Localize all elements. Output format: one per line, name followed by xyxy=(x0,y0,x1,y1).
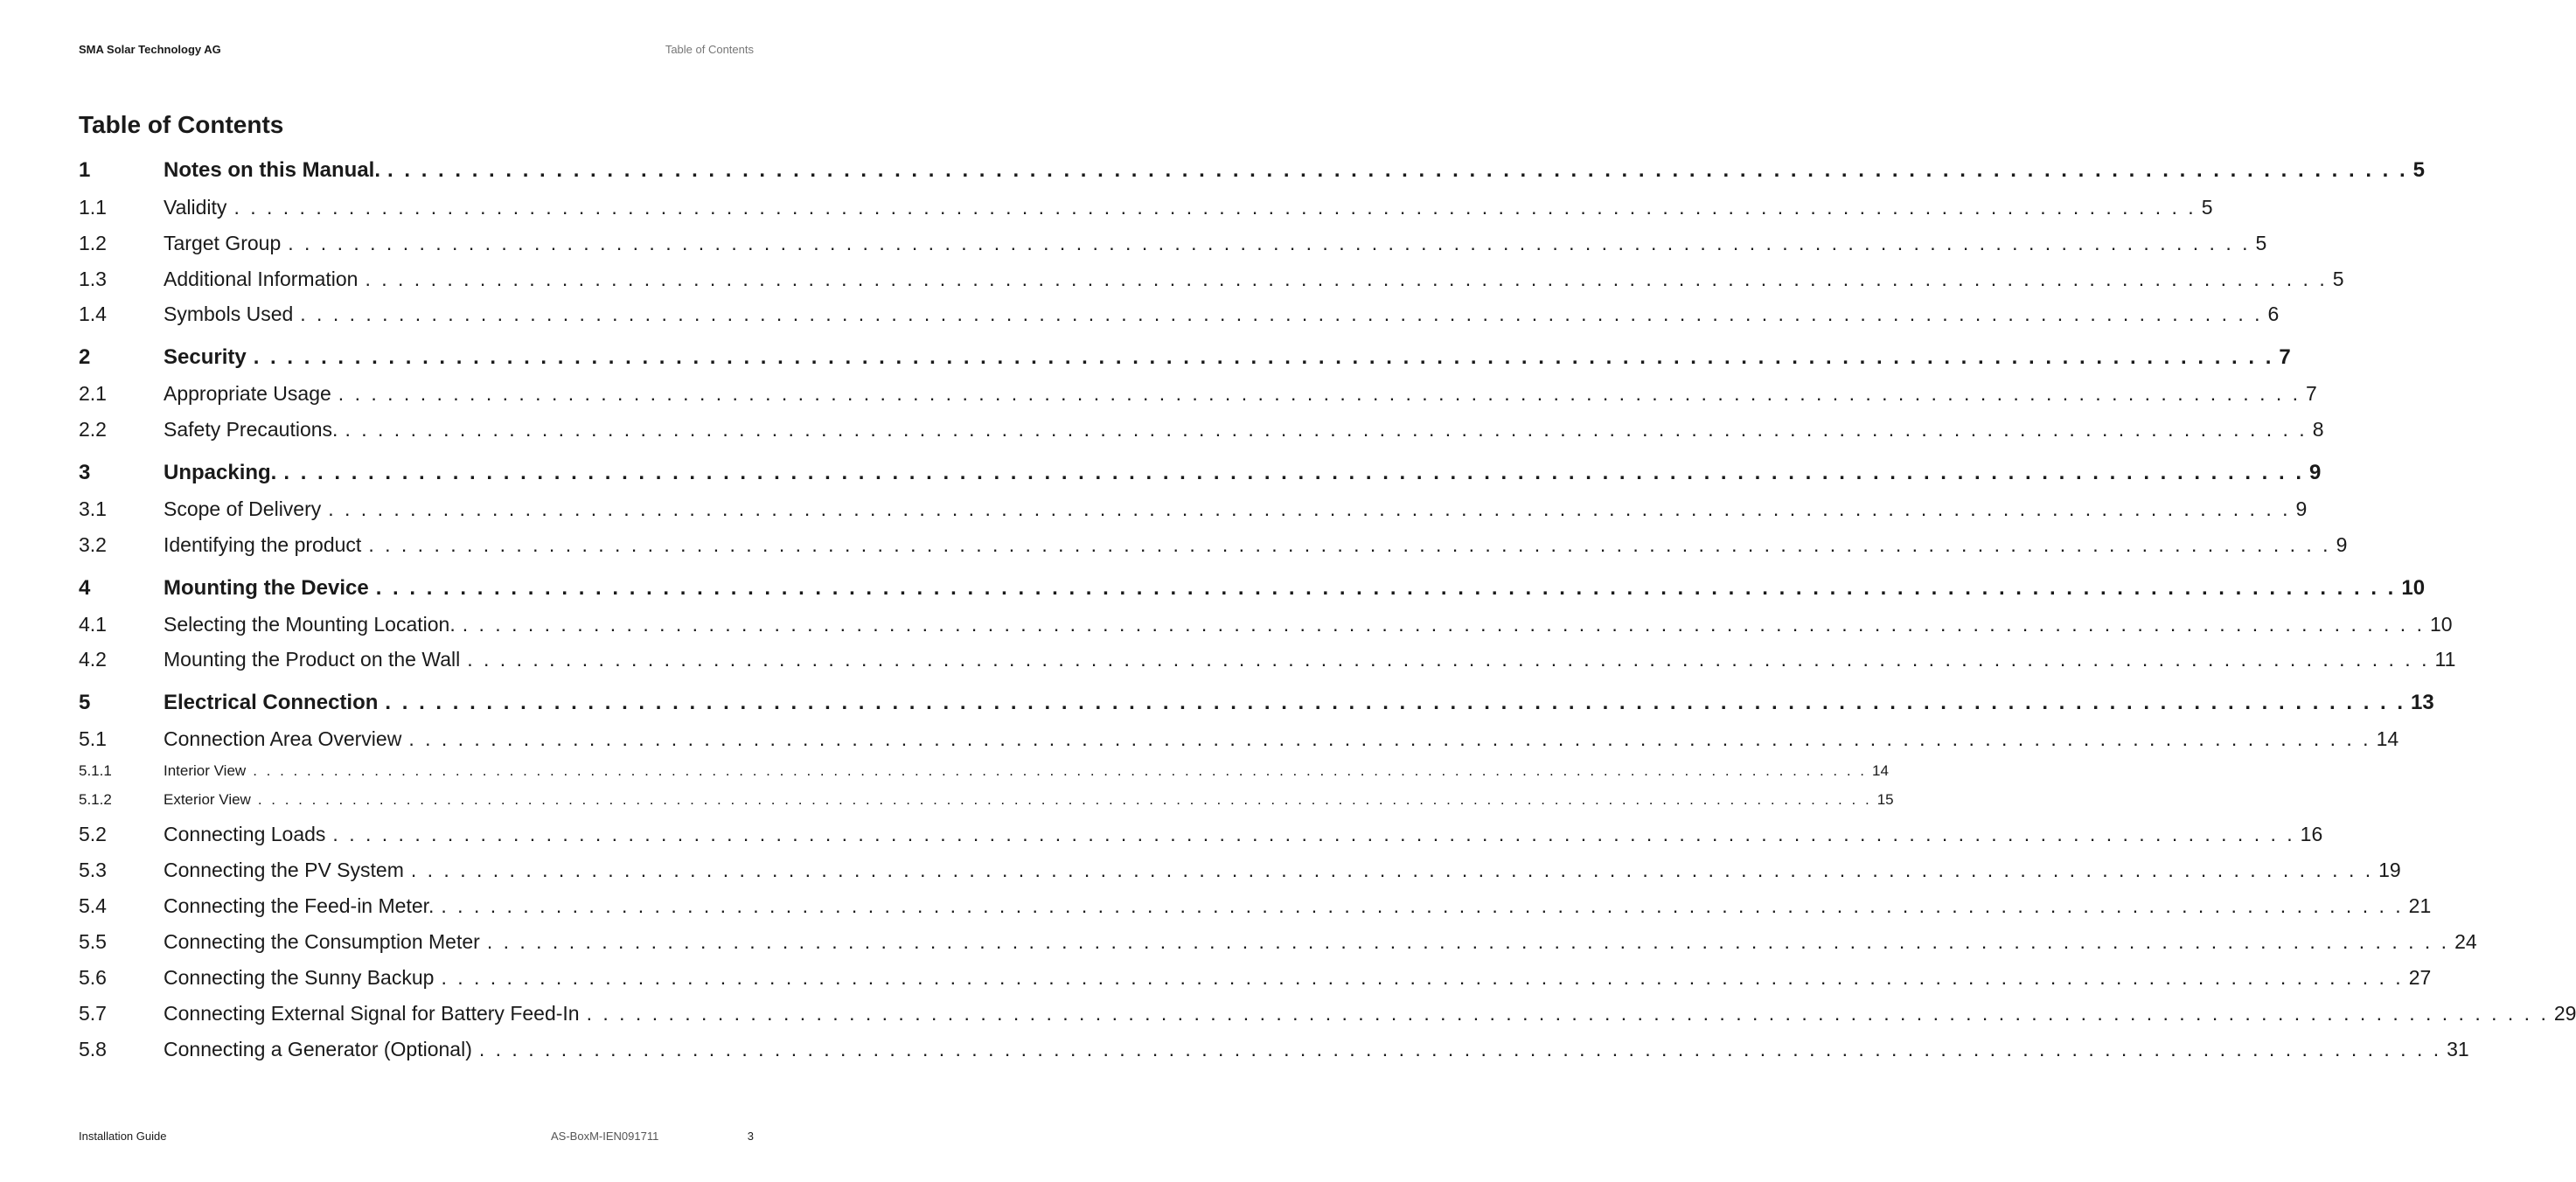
toc-dot-leader: . . . . . . . . . . . . . . . . . . . . . . . . . . . . . . . . . . . . . . . . . . . . . . . . . . . . . . . . . . . . . . . . . . . . . . . . . . . . . . . . . . . . . . . . . . . . . . . . . . . . . . . . . . . . . . . . . . . . . . . . xyxy=(385,691,2406,714)
toc-entry-number: 3.2 xyxy=(79,533,107,556)
toc-entry-page: 19 xyxy=(2378,859,2401,881)
toc-entry-label: Connecting Loads xyxy=(164,823,326,845)
toc-dot-leader: . . . . . . . . . . . . . . . . . . . . . . . . . . . . . . . . . . . . . . . . . . . . . . . . . . . . . . . . . . . . . . . . . . . . . . . . . . . . . . . . . . . . . . . . . . . . . . . . . . . . . . . . . . . . . . . . . . . . . . . . xyxy=(368,533,2331,556)
toc-entry[interactable] xyxy=(79,414,2324,444)
toc-entry-number: 1.4 xyxy=(79,302,107,325)
toc-entry-number: 1.2 xyxy=(79,232,107,254)
toc-entry-number: 5.3 xyxy=(79,859,107,881)
toc-dot-leader: . . . . . . . . . . . . . . . . . . . . . . . . . . . . . . . . . . . . . . . . . . . . . . . . . . . . . . . . . . . . . . . . . . . . . . . . . . . . . . . . . . . . . . . . . . . . . . . . . . . . . . . . . . . . . . . . . . . . . . . . xyxy=(467,648,2430,671)
toc-entry[interactable] xyxy=(79,1034,2469,1064)
toc-entry-number: 5.1 xyxy=(79,727,107,750)
page-footer xyxy=(79,1130,754,1145)
toc-entry-number: 5.8 xyxy=(79,1038,107,1060)
toc-entry-page: 16 xyxy=(2300,823,2323,845)
toc-entry-label: Mounting the Device xyxy=(164,576,369,600)
toc-entry-page: 15 xyxy=(1876,791,1894,808)
toc-entry-page: 24 xyxy=(2454,930,2477,953)
toc-entry-label: Unpacking. xyxy=(164,461,277,484)
toc-entry-number: 3.1 xyxy=(79,497,107,520)
toc-dot-leader: . . . . . . . . . . . . . . . . . . . . . . . . . . . . . . . . . . . . . . . . . . . . . . . . . . . . . . . . . . . . . . . . . . . . . . . . . . . . . . . . . . . . . . . . . . . . . . . . . . . . . . . . . . . . . . . . . . . . . . . . xyxy=(257,791,1872,808)
toc-entry-label: Safety Precautions. xyxy=(164,418,338,441)
toc-entry[interactable] xyxy=(79,609,2453,639)
toc-entry-number: 2 xyxy=(79,345,91,369)
toc-entry-number: 1.3 xyxy=(79,268,107,290)
footer-guide-name: Installation Guide xyxy=(79,1130,167,1143)
toc-entry-page: 7 xyxy=(2279,345,2291,369)
page-number: 3 xyxy=(747,1130,754,1143)
toc-entry-number: 4.2 xyxy=(79,648,107,671)
toc-entry-label: Security xyxy=(164,345,247,369)
toc-entry-label: Selecting the Mounting Location. xyxy=(164,613,456,636)
toc-dot-leader: . . . . . . . . . . . . . . . . . . . . . . . . . . . . . . . . . . . . . . . . . . . . . . . . . . . . . . . . . . . . . . . . . . . . . . . . . . . . . . . . . . . . . . . . . . . . . . . . . . . . . . . . . . . . . . . . . . . . . . . . xyxy=(375,576,2397,600)
toc-entry-label: Electrical Connection xyxy=(164,691,379,714)
toc-entry[interactable] xyxy=(79,760,1889,782)
toc-entry[interactable] xyxy=(79,458,2322,488)
toc-entry[interactable] xyxy=(79,819,2323,849)
toc-entry[interactable] xyxy=(79,998,2576,1028)
toc-entry[interactable] xyxy=(79,789,1894,811)
toc-entry[interactable] xyxy=(79,192,2213,222)
toc-entry-page: 27 xyxy=(2408,966,2432,989)
toc-entry[interactable] xyxy=(79,494,2308,524)
toc-entry-label: Connecting External Signal for Battery Feed-In xyxy=(164,1002,580,1025)
toc-entry-page: 10 xyxy=(2429,613,2453,636)
toc-entry-page: 21 xyxy=(2408,894,2432,917)
toc-dot-leader: . . . . . . . . . . . . . . . . . . . . . . . . . . . . . . . . . . . . . . . . . . . . . . . . . . . . . . . . . . . . . . . . . . . . . . . . . . . . . . . . . . . . . . . . . . . . . . . . . . . . . . . . . . . . . . . . . . . . . . . . xyxy=(288,232,2251,254)
toc-dot-leader: . . . . . . . . . . . . . . . . . . . . . . . . . . . . . . . . . . . . . . . . . . . . . . . . . . . . . . . . . . . . . . . . . . . . . . . . . . . . . . . . . . . . . . . . . . . . . . . . . . . . . . . . . . . . . . . . . . . . . . . . xyxy=(410,859,2374,881)
toc-entry-label: Connecting the Consumption Meter xyxy=(164,930,480,953)
toc-entry-number: 4 xyxy=(79,576,91,600)
toc-entry[interactable] xyxy=(79,724,2399,754)
toc-dot-leader: . . . . . . . . . . . . . . . . . . . . . . . . . . . . . . . . . . . . . . . . . . . . . . . . . . . . . . . . . . . . . . . . . . . . . . . . . . . . . . . . . . . . . . . . . . . . . . . . . . . . . . . . . . . . . . . . . . . . . . . . xyxy=(462,613,2425,636)
toc-entry[interactable] xyxy=(79,644,2456,674)
toc-dot-leader: . . . . . . . . . . . . . . . . . . . . . . . . . . . . . . . . . . . . . . . . . . . . . . . . . . . . . . . . . . . . . . . . . . . . . . . . . . . . . . . . . . . . . . . . . . . . . . . . . . . . . . . . . . . . . . . . . . . . . . . . xyxy=(332,823,2295,845)
toc-entry-page: 5 xyxy=(2201,196,2213,219)
toc-entry[interactable] xyxy=(79,156,2426,185)
toc-entry-page: 10 xyxy=(2401,576,2426,600)
toc-dot-leader: . . . . . . . . . . . . . . . . . . . . . . . . . . . . . . . . . . . . . . . . . . . . . . . . . . . . . . . . . . . . . . . . . . . . . . . . . . . . . . . . . . . . . . . . . . . . . . . . . . . . . . . . . . . . . . . . . . . . . . . . xyxy=(328,497,2291,520)
toc-entry[interactable] xyxy=(79,228,2267,258)
toc-entry-page: 5 xyxy=(2255,232,2267,254)
toc-entry-number: 5 xyxy=(79,691,91,714)
toc-entry-number: 4.1 xyxy=(79,613,107,636)
toc-entry[interactable] xyxy=(79,963,2432,992)
toc-dot-leader: . . . . . . . . . . . . . . . . . . . . . . . . . . . . . . . . . . . . . . . . . . . . . . . . . . . . . . . . . . . . . . . . . . . . . . . . . . . . . . . . . . . . . . . . . . . . . . . . . . . . . . . . . . . . . . . . . . . . . . . . xyxy=(233,196,2197,219)
toc-entry-page: 11 xyxy=(2434,648,2456,671)
toc-entry-page: 8 xyxy=(2312,418,2324,441)
toc-entry-number: 2.1 xyxy=(79,382,107,405)
toc-dot-leader: . . . . . . . . . . . . . . . . . . . . . . . . . . . . . . . . . . . . . . . . . . . . . . . . . . . . . . . . . . . . . . . . . . . . . . . . . . . . . . . . . . . . . . . . . . . . . . . . . . . . . . . . . . . . . . . . . . . . . . . . xyxy=(365,268,2328,290)
toc-entry-page: 5 xyxy=(2332,268,2344,290)
toc-dot-leader: . . . . . . . . . . . . . . . . . . . . . . . . . . . . . . . . . . . . . . . . . . . . . . . . . . . . . . . . . . . . . . . . . . . . . . . . . . . . . . . . . . . . . . . . . . . . . . . . . . . . . . . . . . . . . . . . . . . . . . . . xyxy=(486,930,2450,953)
toc-entry-label: Connecting the Sunny Backup xyxy=(164,966,435,989)
toc-entry-label: Connecting the PV System xyxy=(164,859,404,881)
toc-entry[interactable] xyxy=(79,379,2317,408)
toc-dot-leader: . . . . . . . . . . . . . . . . . . . . . . . . . . . . . . . . . . . . . . . . . . . . . . . . . . . . . . . . . . . . . . . . . . . . . . . . . . . . . . . . . . . . . . . . . . . . . . . . . . . . . . . . . . . . . . . . . . . . . . . . xyxy=(283,461,2305,484)
footer-document-id: AS-BoxM-IEN091711 xyxy=(551,1130,659,1143)
toc-dot-leader: . . . . . . . . . . . . . . . . . . . . . . . . . . . . . . . . . . . . . . . . . . . . . . . . . . . . . . . . . . . . . . . . . . . . . . . . . . . . . . . . . . . . . . . . . . . . . . . . . . . . . . . . . . . . . . . . . . . . . . . . xyxy=(441,894,2404,917)
toc-dot-leader: . . . . . . . . . . . . . . . . . . . . . . . . . . . . . . . . . . . . . . . . . . . . . . . . . . . . . . . . . . . . . . . . . . . . . . . . . . . . . . . . . . . . . . . . . . . . . . . . . . . . . . . . . . . . . . . . . . . . . . . . xyxy=(441,966,2404,989)
toc-entry-page: 9 xyxy=(2336,533,2348,556)
toc-entry-number: 5.4 xyxy=(79,894,107,917)
page-title: Table of Contents xyxy=(79,111,284,138)
toc-entry-page: 7 xyxy=(2306,382,2317,405)
toc-dot-leader: . . . . . . . . . . . . . . . . . . . . . . . . . . . . . . . . . . . . . . . . . . . . . . . . . . . . . . . . . . . . . . . . . . . . . . . . . . . . . . . . . . . . . . . . . . . . . . . . . . . . . . . . . . . . . . . . . . . . . . . . xyxy=(338,382,2301,405)
toc-entry-number: 5.6 xyxy=(79,966,107,989)
toc-entry[interactable] xyxy=(79,264,2344,294)
toc-entry-page: 9 xyxy=(2309,461,2322,484)
toc-dot-leader: . . . . . . . . . . . . . . . . . . . . . . . . . . . . . . . . . . . . . . . . . . . . . . . . . . . . . . . . . . . . . . . . . . . . . . . . . . . . . . . . . . . . . . . . . . . . . . . . . . . . . . . . . . . . . . . . . . . . . . . . xyxy=(253,762,1868,779)
toc-entry-page: 9 xyxy=(2295,497,2308,520)
toc-entry[interactable] xyxy=(79,530,2348,560)
toc-entry-label: Connecting the Feed-in Meter. xyxy=(164,894,435,917)
toc-entry-label: Scope of Delivery xyxy=(164,497,322,520)
toc-entry[interactable] xyxy=(79,574,2426,603)
toc-dot-leader: . . . . . . . . . . . . . . . . . . . . . . . . . . . . . . . . . . . . . . . . . . . . . . . . . . . . . . . . . . . . . . . . . . . . . . . . . . . . . . . . . . . . . . . . . . . . . . . . . . . . . . . . . . . . . . . . . . . . . . . . xyxy=(478,1038,2442,1060)
toc-entry-page: 14 xyxy=(2376,727,2399,750)
toc-entry-number: 5.5 xyxy=(79,930,107,953)
toc-entry-label: Interior View xyxy=(164,762,247,779)
toc-entry-label: Validity xyxy=(164,196,227,219)
toc-dot-leader: . . . . . . . . . . . . . . . . . . . . . . . . . . . . . . . . . . . . . . . . . . . . . . . . . . . . . . . . . . . . . . . . . . . . . . . . . . . . . . . . . . . . . . . . . . . . . . . . . . . . . . . . . . . . . . . . . . . . . . . . xyxy=(345,418,2308,441)
toc-entry-number: 2.2 xyxy=(79,418,107,441)
toc-entry-page: 5 xyxy=(2412,158,2426,182)
toc-entry[interactable] xyxy=(79,927,2477,956)
toc-entry-page: 13 xyxy=(2411,691,2434,714)
toc-entry-label: Symbols Used xyxy=(164,302,294,325)
toc-dot-leader: . . . . . . . . . . . . . . . . . . . . . . . . . . . . . . . . . . . . . . . . . . . . . . . . . . . . . . . . . . . . . . . . . . . . . . . . . . . . . . . . . . . . . . . . . . . . . . . . . . . . . . . . . . . . . . . . . . . . . . . . xyxy=(253,345,2274,369)
toc-dot-leader: . . . . . . . . . . . . . . . . . . . . . . . . . . . . . . . . . . . . . . . . . . . . . . . . . . . . . . . . . . . . . . . . . . . . . . . . . . . . . . . . . . . . . . . . . . . . . . . . . . . . . . . . . . . . . . . . . . . . . . . . xyxy=(387,158,2408,182)
toc-entry-number: 5.1.2 xyxy=(79,791,112,808)
toc-entry-label: Exterior View xyxy=(164,791,251,808)
toc-entry-page: 14 xyxy=(1872,762,1889,779)
toc-entry-number: 5.1.1 xyxy=(79,762,112,779)
toc-entry-label: Mounting the Product on the Wall xyxy=(164,648,461,671)
toc-entry-page: 6 xyxy=(2267,302,2280,325)
toc-entry-label: Connection Area Overview xyxy=(164,727,402,750)
toc-entry[interactable] xyxy=(79,343,2291,372)
company-name: SMA Solar Technology AG xyxy=(79,43,221,56)
toc-entry-number: 1 xyxy=(79,158,91,182)
toc-entry-page: 29 xyxy=(2553,1002,2576,1025)
header-section-title: Table of Contents xyxy=(665,43,754,56)
toc-entry-number: 3 xyxy=(79,461,91,484)
toc-entry-page: 31 xyxy=(2447,1038,2469,1060)
toc-entry-number: 5.7 xyxy=(79,1002,107,1025)
toc-entry-label: Notes on this Manual. xyxy=(164,158,381,182)
toc-entry[interactable] xyxy=(79,688,2434,718)
toc-entry[interactable] xyxy=(79,855,2401,885)
toc-entry-number: 5.2 xyxy=(79,823,107,845)
toc-entry-number: 1.1 xyxy=(79,196,107,219)
toc-entry-label: Target Group xyxy=(164,232,282,254)
toc-entry[interactable] xyxy=(79,299,2280,329)
toc-entry-label: Identifying the product xyxy=(164,533,362,556)
toc-dot-leader: . . . . . . . . . . . . . . . . . . . . . . . . . . . . . . . . . . . . . . . . . . . . . . . . . . . . . . . . . . . . . . . . . . . . . . . . . . . . . . . . . . . . . . . . . . . . . . . . . . . . . . . . . . . . . . . . . . . . . . . . xyxy=(300,302,2263,325)
toc-dot-leader: . . . . . . . . . . . . . . . . . . . . . . . . . . . . . . . . . . . . . . . . . . . . . . . . . . . . . . . . . . . . . . . . . . . . . . . . . . . . . . . . . . . . . . . . . . . . . . . . . . . . . . . . . . . . . . . . . . . . . . . . xyxy=(408,727,2371,750)
toc-entry-label: Additional Information xyxy=(164,268,359,290)
toc-dot-leader: . . . . . . . . . . . . . . . . . . . . . . . . . . . . . . . . . . . . . . . . . . . . . . . . . . . . . . . . . . . . . . . . . . . . . . . . . . . . . . . . . . . . . . . . . . . . . . . . . . . . . . . . . . . . . . . . . . . . . . . . xyxy=(586,1002,2549,1025)
toc-entry-label: Appropriate Usage xyxy=(164,382,331,405)
toc-entry-label: Connecting a Generator (Optional) xyxy=(164,1038,472,1060)
toc-entry[interactable] xyxy=(79,891,2432,921)
